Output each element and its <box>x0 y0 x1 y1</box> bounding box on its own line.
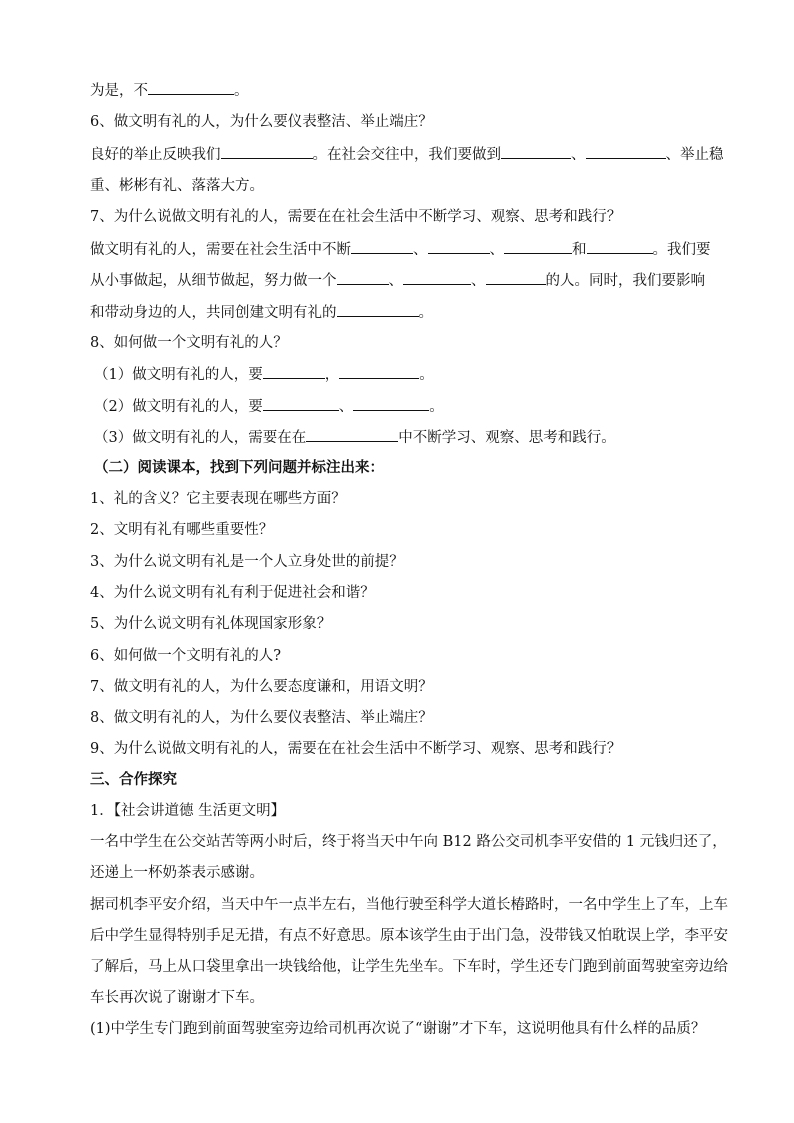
answer-blank[interactable] <box>501 144 571 159</box>
text: 和带动身边的人，共同创建文明有礼的 <box>90 305 337 321</box>
text: 、 <box>489 242 504 258</box>
question-8-sub-3 <box>94 427 616 448</box>
list-item: 2、文明有礼有哪些重要性？ <box>90 522 274 538</box>
text: 良好的举止反映我们 <box>90 147 221 163</box>
text: 、举止稳 <box>665 147 724 163</box>
text: 中不断学习、观察、思考和践行。 <box>398 430 616 446</box>
answer-blank[interactable] <box>403 270 471 285</box>
text: 。在社会交往中，我们要做到 <box>312 147 501 163</box>
text: 的人。同时，我们要影响 <box>545 273 705 289</box>
paragraph-line: 一名中学生在公交站苦等两小时后，终于将当天中午向 B12 路公交司机李平安借的 1 元钱归还了， <box>90 834 727 850</box>
case-title: 1．【社会讲道德 生活更文明】 <box>90 803 286 819</box>
question-6-line-2: 重、彬彬有礼、落落大方。 <box>90 178 264 194</box>
answer-blank[interactable] <box>263 396 339 411</box>
text: 和 <box>572 242 587 258</box>
question-8-sub-2 <box>94 396 444 417</box>
answer-blank[interactable] <box>586 144 666 159</box>
list-item: 4、为什么说文明有礼有利于促进社会和谐？ <box>90 585 375 601</box>
list-item: 3、为什么说文明有礼是一个人立身处世的前提？ <box>90 554 404 570</box>
text: 做文明有礼的人，需要在社会生活中不断 <box>90 242 351 258</box>
answer-blank[interactable] <box>263 364 325 379</box>
text: 。 <box>429 399 444 415</box>
section-3-heading: 三、合作探究 <box>90 771 177 788</box>
text: 、 <box>338 399 354 415</box>
list-item: 1、礼的含义？它主要表现在哪些方面？ <box>90 491 346 507</box>
answer-blank[interactable] <box>339 364 419 379</box>
text: 、 <box>571 147 586 163</box>
text: 。 <box>234 83 249 99</box>
text: 从小事做起，从细节做起，努力做一个 <box>90 273 337 289</box>
answer-blank[interactable] <box>504 239 572 254</box>
answer-blank[interactable] <box>148 80 234 95</box>
continuation-line <box>90 80 249 101</box>
text: 、 <box>471 273 486 289</box>
answer-blank[interactable] <box>306 427 398 442</box>
section-2-heading: （二）阅读课本，找到下列问题并标注出来： <box>94 459 384 476</box>
answer-blank[interactable] <box>587 239 653 254</box>
text: （1）做文明有礼的人，要 <box>94 367 263 383</box>
text: （3）做文明有礼的人，需要在在 <box>94 430 307 446</box>
answer-blank[interactable] <box>221 144 313 159</box>
answer-blank[interactable] <box>486 270 546 285</box>
question-6-line-1 <box>90 144 724 165</box>
paragraph-line: 据司机李平安介绍，当天中午一点半左右，当他行驶至科学大道长椿路时，一名中学生上了车，上车 <box>90 897 728 913</box>
question-8-title: 8、如何做一个文明有礼的人？ <box>90 335 288 351</box>
text: 。 <box>418 305 433 321</box>
list-item: 9、为什么说做文明有礼的人，需要在在社会生活中不断学习、观察、思考和践行？ <box>90 741 622 757</box>
text: 为是，不 <box>90 83 148 99</box>
question-7-title: 7、为什么说做文明有礼的人，需要在在社会生活中不断学习、观察、思考和践行？ <box>90 209 622 225</box>
text: 。我们要 <box>652 242 711 258</box>
text: ， <box>324 367 340 383</box>
case-question: (1)中学生专门跑到前面驾驶室旁边给司机再次说了“谢谢”才下车，这说明他具有什么样的品质？ <box>90 1021 706 1037</box>
answer-blank[interactable] <box>428 239 490 254</box>
question-7-line-3 <box>90 302 433 323</box>
paragraph-line: 车长再次说了谢谢才下车。 <box>90 990 264 1006</box>
question-7-line-1 <box>90 239 711 260</box>
question-7-line-2 <box>90 270 705 291</box>
question-8-sub-1 <box>94 364 434 385</box>
answer-blank[interactable] <box>353 396 429 411</box>
list-item: 6、如何做一个文明有礼的人? <box>90 648 281 664</box>
text: （2）做文明有礼的人，要 <box>94 399 263 415</box>
answer-blank[interactable] <box>337 302 419 317</box>
text: 、 <box>413 242 428 258</box>
paragraph-line: 了解后，马上从口袋里拿出一块钱给他，让学生先坐车。下车时，学生还专门跑到前面驾驶室旁边给 <box>90 959 728 975</box>
question-6-title: 6、做文明有礼的人，为什么要仪表整洁、举止端庄？ <box>90 114 433 130</box>
text: 、 <box>388 273 403 289</box>
text: 。 <box>419 367 434 383</box>
list-item: 5、为什么说文明有礼体现国家形象？ <box>90 616 332 632</box>
answer-blank[interactable] <box>337 270 389 285</box>
paragraph-line: 后中学生显得特别手足无措，有点不好意思。原本该学生由于出门急，没带钱又怕耽误上学，李平安 <box>90 928 728 944</box>
list-item: 8、做文明有礼的人，为什么要仪表整洁、举止端庄？ <box>90 710 433 726</box>
list-item: 7、做文明有礼的人，为什么要态度谦和，用语文明？ <box>90 679 433 695</box>
paragraph-line: 还递上一杯奶茶表示感谢。 <box>90 865 264 881</box>
answer-blank[interactable] <box>351 239 413 254</box>
